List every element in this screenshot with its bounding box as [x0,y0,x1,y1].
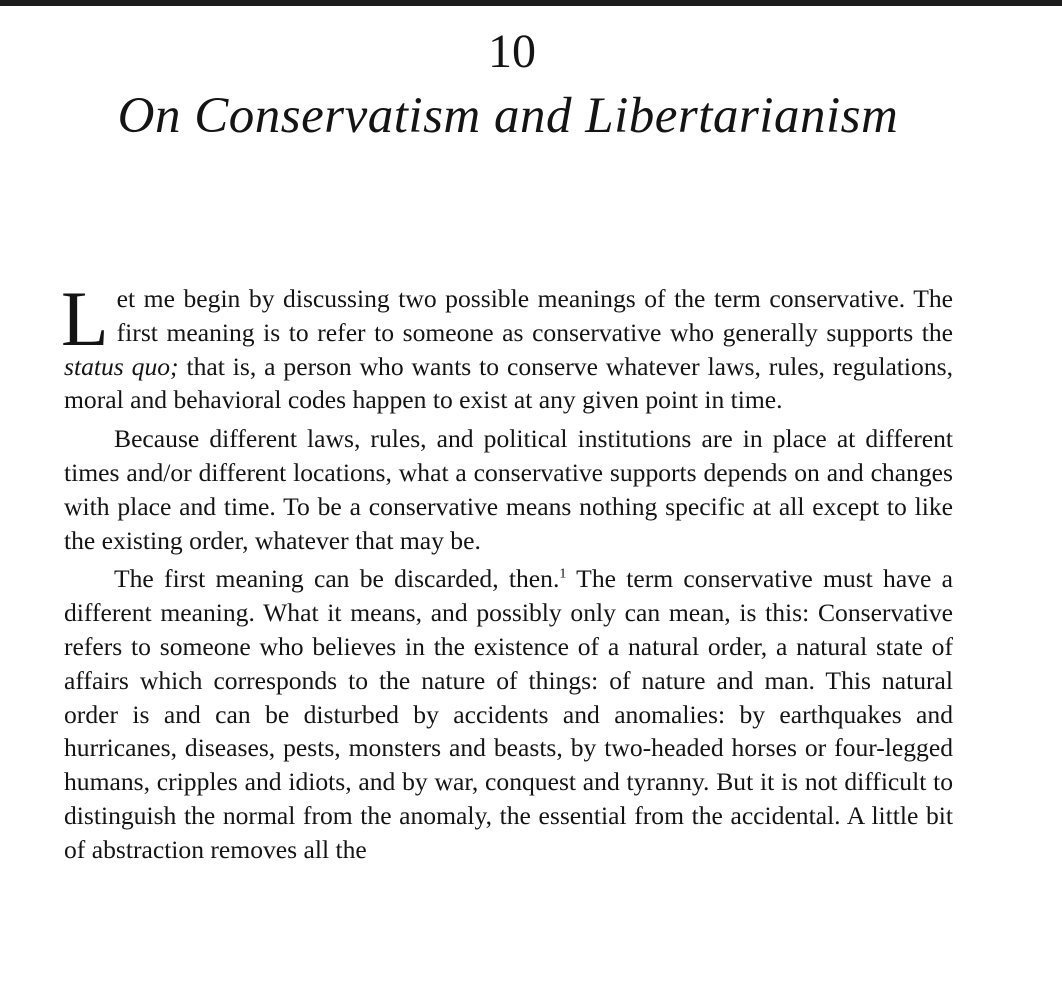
paragraph-3-text-a: The first meaning can be discarded, then. [114,564,560,594]
body-text [61,275,954,867]
paragraph-3-text-b: The term conservative must have a different meaning. What it means, and possibly only can mean, is this: Conservative refers to someone who believes in the existence of a natural order, a natural state of affairs which corresponds to the nature of things: of nature and man. This natural order is and can be disturbed by accidents and anomalies: by earthquakes and hurricanes, diseases, pests, monsters and beasts, by two-headed horses or four-legged humans, cripples and idiots, and by war, conquest and tyranny. But it is not difficult to distinguish the normal from the anomaly, the essential from the accidental. A little bit of abstraction removes all the [64,564,954,864]
chapter-number: 10 [488,25,536,78]
paragraph-3 [64,562,953,866]
paragraph-1-text-b: that is, a person who wants to conserve whatever laws, rules, regulations, moral and behavioral codes happen to exist at any given point in time. [64,351,953,415]
paragraph-1-text-a: et me begin by discussing two possible meanings of the term conservative. The first meaning is to refer to someone as conservative who generally supports the [116,284,953,347]
footnote-ref[interactable]: 1 [559,566,567,582]
drop-cap: L [61,275,109,362]
chapter-title: On Conservatism and Libertarianism [117,88,899,144]
paragraph-2: Because different laws, rules, and political institutions are in place at different times and/or different locations, what a conservative supports depends on and changes with place and time. To be a conservative means nothing specific at all except to like the existing order, whatever that may be. [64,424,953,555]
top-border [0,0,1062,6]
paragraph-1 [61,275,953,417]
paragraph-1-italic: status quo; [64,351,179,381]
